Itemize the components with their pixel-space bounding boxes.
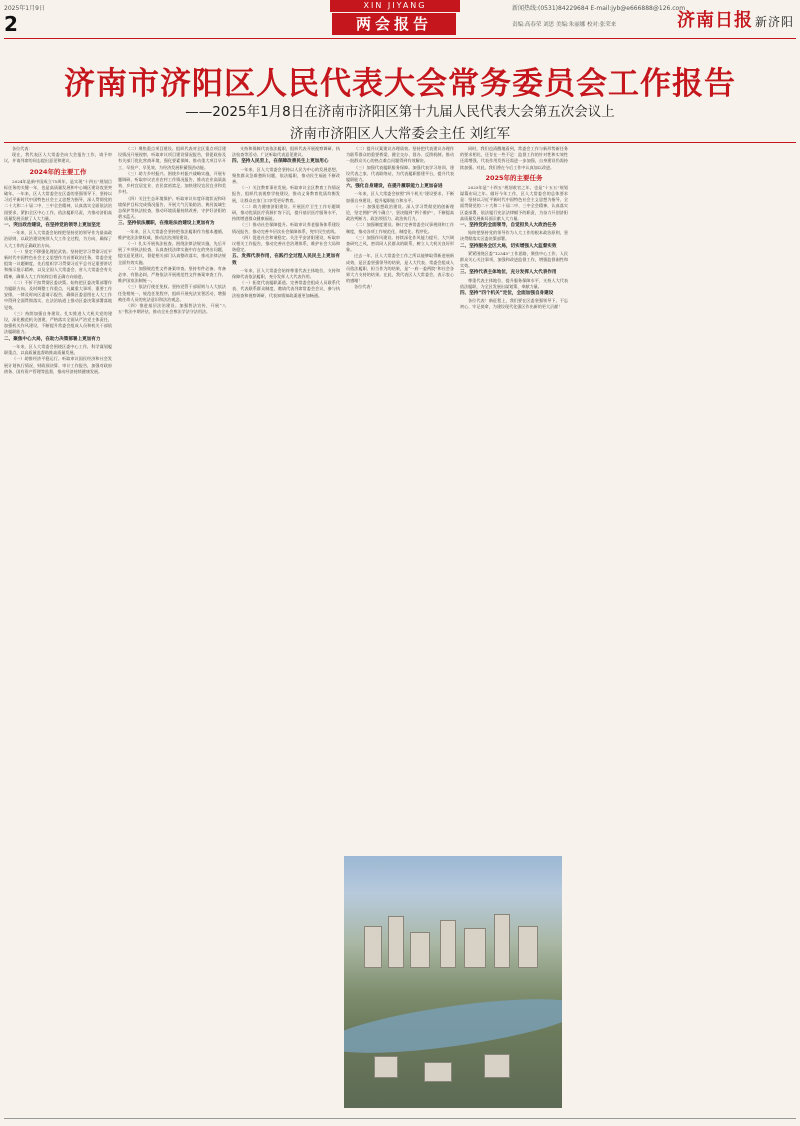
body-paragraph: （二）聚焦重点项目建设。组织代表对全区重点项目建设情况开展视察，听取审议项目建设情况报告，督促政府及有关部门优化营商环境，强化要素保障，推动重大项目早开工、早投产、早见效，为经济发展积蓄强劲动能。 [118, 146, 226, 170]
logo-text: 济南日报 [676, 10, 753, 31]
subsection-heading: 一、坚持党的全面领导，自觉担负人大政治任务 [460, 223, 557, 229]
body-paragraph: （一）拓宽代表履职渠道。完善常委会组成人员联系代表、代表联系群众制度，邀请代表列席常委会会议，参与执法检查和视察调研，代表知情知政渠道更加畅通。 [232, 280, 340, 298]
subsection-heading: 六、强化自身建设，在提升履职能力上更加奋进 [346, 184, 443, 190]
building [518, 926, 538, 968]
body-paragraph: （三）加强作风建设。持续深化作风能力提升，大兴调查研究之风，密切同人民群众的联系，树立人大机关良好形象。 [346, 234, 454, 253]
body-paragraph: 2025年是“十四五”规划收官之年，也是“十五五”规划谋篇布局之年。做好今年工作，区人大常委会的总体要求是：坚持以习近平新时代中国特色社会主义思想为指导，全面贯彻党的二十大和二十届二中、三中全会精神，认真落实区委部署，依法履行宪法法律赋予的职责，为奋力开创济阳高质量发展新局面贡献人大力量。 [460, 184, 568, 221]
building [374, 1056, 398, 1078]
article-subhead: ——2025年1月8日在济南市济阳区第十九届人民代表大会第五次会议上 [185, 104, 615, 120]
body-paragraph: （二）提升议案建议办理质效。坚持把代表建议办理作为联系群众的重要桥梁，健全交办、督办、反馈机制，推动一批群众关心的热点难点问题得到有效解决。 [346, 146, 454, 164]
section-name: 两会报告 [332, 13, 456, 35]
article-column-1 [4, 146, 112, 1114]
body-paragraph: （二）助力健康济阳建设。开展医疗卫生工作专题调研，推动优质医疗资源扩容下沉，提升基层医疗服务水平，持续增进群众健康福祉。 [232, 203, 340, 222]
body-paragraph: 同时，我们也清醒地看到，常委会工作与新形势新任务的要求相比，还存在一些不足：监督工作的针对性和实效性还需增强，代表作用发挥还需进一步加强，自身建设仍需持续加强。对此，我们将在今后工作中认真加以改进。 [460, 146, 568, 170]
subsection-heading: 四、坚持人民至上，在保障改善民生上更加用心 [232, 159, 329, 165]
headline-rule [4, 142, 796, 143]
building [464, 928, 486, 968]
body-paragraph: （四）关注生态环境保护。听取审议年度环境状况和环境保护目标完成情况报告，开展大气污染防治、黄河流域生态保护等执法检查，推动环境质量持续改善，守护好济阳的碧水蓝天。 [118, 195, 226, 220]
body-paragraph: （二）加强规范性文件备案审查。坚持有件必备、有备必审、有错必纠，严格依法开展规范性文件备案审查工作，维护国家法制统一。 [118, 265, 226, 284]
body-paragraph: 一年来，区人大常委会始终把坚持党的领导作为最高政治原则，以政治建设统领人大工作全过程，为方向，确保了人大工作的正确政治方向。 [4, 230, 112, 248]
section-heading: 2025年的主要任务 [485, 173, 543, 182]
page-number: 2 [4, 12, 18, 36]
body-paragraph: 紧紧围绕区委“12345”工作思路，聚焦中心工作、人民群众关心关注事项，加强和改进监督工作，增强监督刚性和实效。 [460, 250, 568, 269]
river-shape [344, 988, 562, 1064]
body-paragraph: （三）推动社会保障提升。听取审议养老服务体系建设情况报告，推动完善多层次社会保障体系，兜牢民生底线。 [232, 222, 340, 234]
body-paragraph: 一年来，区人大常委会坚持以人民为中心的发展思想，聚焦群众急难愁盼问题，依法履职，推动民生福祉不断改善。 [232, 166, 340, 185]
article-column-3 [232, 146, 340, 1114]
building [484, 1054, 510, 1078]
logo-sub: 新济阳 [754, 15, 794, 29]
body-paragraph: 2024年是新中国成立75周年，是实现“十四五”规划目标任务的关键一年，也是高质量发展和中心城区建设攻坚突破年。一年来，区人大常委会在区委的坚强领导下，坚持以习近平新时代中国特色社会主义思想为指导，深入贯彻党的二十大和二十届二中、三中全会精神，认真落实全面依法治国要求，紧扣全区中心工作，依法履职尽责，为推动济阳高质量发展贡献了人大力量。 [4, 178, 112, 221]
body-paragraph: 过去一年，区人大常委会工作之所以能够取得新进展新成效，是区委坚强领导的结果，是人大代表、常委会组成人员依法履职、担当作为的结果，是“一府一委两院”和社会各界大力支持的结果。在此，我代表区人大常委会，表示衷心的感谢！ [346, 253, 454, 284]
body-paragraph: （三）助力乡村振兴。围绕乡村振兴战略实施，开展专题调研，听取审议农业农村工作情况报告，推动农业高质高效、乡村宜居宜业、农民富裕富足，加快建设宜居宜业和美乡村。 [118, 170, 226, 195]
article-headline: 济南市济阳区人民代表大会常务委员会工作报告 [64, 66, 736, 102]
subsection-heading: 三、坚持代表主体地位，充分发挥人大代表作用 [460, 270, 557, 276]
section-heading: 2024年的主要工作 [29, 167, 87, 176]
article-column-2 [118, 146, 226, 1114]
body-paragraph: （三）加强代表履职服务保障。加强代表学习培训，建设代表之家、代表联络站，为代表履职搭建平台，提升代表履职能力。 [346, 164, 454, 183]
building [364, 926, 382, 968]
subsection-heading: 三、坚持依法履职，在推进法治建设上更加有为 [118, 221, 215, 227]
body-paragraph: 一年来，区人大常委会按照“四个机关”建设要求，不断加强自身建设，提升履职能力和水平。 [346, 191, 454, 203]
subsection-heading: 二、聚焦中心大局，在助力决策部署上更加有力 [4, 336, 101, 342]
body-paragraph: 一年来，区人大常委会始终尊重代表主体地位，支持和保障代表依法履职，充分发挥人大代表作用。 [232, 267, 340, 280]
issue-date: 2025年1月9日 [4, 5, 45, 12]
body-paragraph: 各位代表！ [354, 284, 375, 290]
body-paragraph: （二）不折不扣贯彻区委决策。始终把区委决策部署作为履职方向，及时调整工作重点，凡属重大事项、重要工作安排，一律及时向区委请示报告，确保区委意图在人大工作中得到全面贯彻落实，在法治轨道上推动区委决策部署落地见效。 [4, 279, 112, 310]
article-byline: 济南市济阳区人大常委会主任 刘红军 [289, 126, 511, 142]
building [424, 1062, 452, 1082]
footer-rule [4, 1118, 796, 1119]
body-paragraph: （一）关注教育事业发展。听取审议全区教育工作情况报告，组织代表视察学校建设，推动义务教育优质均衡发展，让群众在家门口享受更好教育。 [232, 185, 340, 203]
body-paragraph: 支持和保障代表依法履职，组织代表开展视察调研、执法检查等活动，广泛听取代表意见建议。 [232, 146, 340, 158]
article-column-4 [346, 146, 454, 852]
body-paragraph: （一）助推经济平稳运行。听取审议国民经济和社会发展计划执行情况、财政预决算、审计工作报告，加强对政府债务、国有资产管理等监督，推动经济持续健康发展。 [4, 356, 112, 374]
body-paragraph: 一年来，区人大常委会围绕区委中心工作，科学谋划履职重点，以高质量监督助推高质量发展。 [4, 343, 112, 356]
building [410, 932, 430, 968]
city-aerial-photo [344, 856, 562, 1108]
subsection-heading: 五、发挥代表作用，在践行全过程人民民主上更加有效 [232, 254, 340, 266]
section-pinyin: XIN JIYANG [330, 0, 460, 12]
subsection-heading: 一、突出政治建设，在坚持党的领导上更加坚定 [4, 223, 101, 229]
building [388, 916, 404, 968]
subsection-heading: 二、坚持服务全区大局，切实增强人大监督实效 [460, 243, 557, 249]
building [440, 920, 456, 968]
body-paragraph: 一年来，区人大常委会坚持把依法履职作为根本遵循，维护宪法法律权威，推动法治济阳建设。 [118, 228, 226, 240]
body-paragraph: （四）促进社会和谐稳定。关注平安济阳建设，听取审议相关工作报告，推动完善社会治理体系，维护社会大局和谐稳定。 [232, 234, 340, 253]
article-column-6 [574, 146, 680, 1114]
building [494, 914, 510, 968]
article-column-5 [460, 146, 568, 852]
news-hotline: 新闻热线:(0531)84229684 E-mail:jyb@e666888@126.com [512, 5, 686, 12]
body-paragraph: 始终把坚持党的领导作为人大工作的根本政治原则，坚决贯彻落实区委决策部署。 [460, 230, 568, 242]
body-paragraph: （一）加强思想政治建设。深入学习贯彻党的创新理论，坚定拥护“两个确立”、坚决做到“两个维护”，不断提高政治判断力、政治领悟力、政治执行力。 [346, 203, 454, 222]
body-paragraph: （一）扎实开展执法检查。围绕法律法规实施，先后开展了多项执法检查，认真查找法律实施中存在的突出问题，提出意见建议，督促相关部门认真整改落实，推动法律法规全面有效实施。 [118, 241, 226, 265]
subsection-heading: 四、坚持“四个机关”定位，全面加强自身建设 [460, 291, 554, 297]
body-paragraph: （二）加强制度建设。修订完善常委会议事规则和工作制度，推动各项工作规范化、制度化、程序化。 [346, 222, 454, 234]
body-paragraph: （三）依法行使任免权。坚持党管干部原则与人大依法任免相统一，规范任免程序，组织开展宪法宣誓活动，增强被任命人员的宪法意识和法治观念。 [118, 284, 226, 302]
editors-line: 责编:高春荣 刘思 美编:朱丽娜 校对:张荣来 [512, 22, 617, 28]
header-rule [4, 38, 796, 39]
body-paragraph: 尊重代表主体地位，提升服务保障水平，支持人大代表依法履职，为全区发展出谋划策、奉献力量。 [460, 277, 568, 289]
body-paragraph: （四）推进基层法治建设。加强普法宣传，开展“八五”普法中期评估，推动全社会尊法学法守法用法。 [118, 303, 226, 315]
newspaper-logo [677, 6, 794, 32]
body-paragraph: （三）持续加强自身建设。扎实推进人大机关党的建设，深化模范机关创建，严格落实全面从严治党主体责任，加强机关作风建设，不断提升常委会组成人员和机关干部依法履职能力。 [4, 310, 112, 335]
body-paragraph: 现在，我代表区人大常委会向大会报告工作，请予审议，并请列席的同志提出意见和建议。 [4, 152, 112, 164]
body-paragraph: 各位代表！新征程上，我们要在区委坚强领导下，不忘初心、牢记使命，为建设现代化强区作出新的更大贡献！ [460, 298, 568, 310]
body-paragraph: （一）坚定不移强化理论武装。坚持把学习贯彻习近平新时代中国特色社会主义思想作为首要政治任务，常委会党组第一议题制度，先后组织学习贯彻习近平总书记重要讲话和指示批示精神，以及全国人大常委会、省人大常委会有关精神，确保人大工作始终沿着正确方向前进。 [4, 248, 112, 279]
body-paragraph: 各位代表： [12, 146, 33, 151]
